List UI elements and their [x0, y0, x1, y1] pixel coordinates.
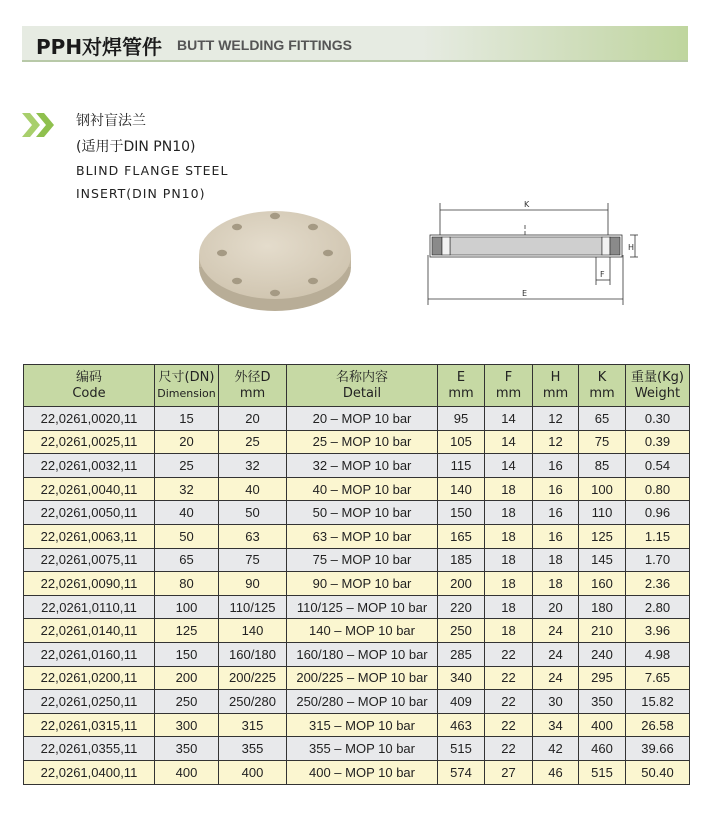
column-header — [287, 365, 438, 407]
column-header-unit: Code — [72, 385, 106, 401]
table-cell: 14 — [485, 454, 533, 478]
page-subtitle: BUTT WELDING FITTINGS — [177, 37, 352, 53]
table-cell: 0.54 — [626, 454, 690, 478]
table-row — [24, 760, 690, 784]
table-cell: 115 — [438, 454, 485, 478]
table-cell: 22,0261,0020,11 — [24, 407, 155, 431]
column-header-label: 外径D — [234, 369, 271, 385]
table-cell: 90 — [219, 572, 287, 596]
table-cell: 15.82 — [626, 690, 690, 714]
table-cell: 0.39 — [626, 430, 690, 454]
table-row — [24, 690, 690, 714]
table-cell: 315 – MOP 10 bar — [287, 713, 438, 737]
table-cell: 160/180 – MOP 10 bar — [287, 642, 438, 666]
table-cell: 340 — [438, 666, 485, 690]
table-cell: 20 – MOP 10 bar — [287, 407, 438, 431]
table-cell: 25 — [219, 430, 287, 454]
table-cell: 125 — [155, 619, 219, 643]
table-cell: 34 — [533, 713, 579, 737]
table-cell: 75 — [219, 548, 287, 572]
table-cell: 50 — [219, 501, 287, 525]
table-row — [24, 524, 690, 548]
table-cell: 574 — [438, 760, 485, 784]
table-cell: 200 — [438, 572, 485, 596]
table-cell: 65 — [579, 407, 626, 431]
table-cell: 100 — [579, 477, 626, 501]
table-cell: 140 — [219, 619, 287, 643]
table-cell: 18 — [485, 477, 533, 501]
column-header-label: E — [456, 369, 466, 385]
table-cell: 0.30 — [626, 407, 690, 431]
table-cell: 22,0261,0025,11 — [24, 430, 155, 454]
column-header — [219, 365, 287, 407]
column-header-unit: Dimension — [157, 386, 216, 400]
table-row — [24, 454, 690, 478]
table-header-row — [24, 365, 690, 407]
table-cell: 30 — [533, 690, 579, 714]
column-header — [24, 365, 155, 407]
table-cell: 250/280 — [219, 690, 287, 714]
table-cell: 210 — [579, 619, 626, 643]
table-cell: 0.80 — [626, 477, 690, 501]
label-k: K — [524, 200, 530, 209]
table-cell: 250/280 – MOP 10 bar — [287, 690, 438, 714]
table-row — [24, 407, 690, 431]
table-cell: 24 — [533, 619, 579, 643]
table-cell: 200/225 – MOP 10 bar — [287, 666, 438, 690]
table-cell: 65 — [155, 548, 219, 572]
column-header — [533, 365, 579, 407]
table-cell: 285 — [438, 642, 485, 666]
table-cell: 46 — [533, 760, 579, 784]
table-cell: 22,0261,0063,11 — [24, 524, 155, 548]
table-cell: 18 — [485, 501, 533, 525]
table-cell: 24 — [533, 666, 579, 690]
table-cell: 12 — [533, 407, 579, 431]
table-row — [24, 642, 690, 666]
column-header-unit: mm — [542, 385, 569, 401]
table-cell: 16 — [533, 477, 579, 501]
table-cell: 16 — [533, 454, 579, 478]
table-cell: 165 — [438, 524, 485, 548]
column-header-unit: mm — [448, 385, 474, 401]
table-cell: 250 — [155, 690, 219, 714]
table-cell: 125 — [579, 524, 626, 548]
page-title: PPH对焊管件 — [36, 35, 163, 59]
table-cell: 75 – MOP 10 bar — [287, 548, 438, 572]
technical-drawing — [418, 195, 638, 310]
table-cell: 75 — [579, 430, 626, 454]
table-cell: 40 — [219, 477, 287, 501]
table-cell: 22 — [485, 666, 533, 690]
table-cell: 22,0261,0200,11 — [24, 666, 155, 690]
table-cell: 355 — [219, 737, 287, 761]
table-cell: 400 — [579, 713, 626, 737]
table-cell: 32 — [219, 454, 287, 478]
table-cell: 2.36 — [626, 572, 690, 596]
label-h: H — [628, 243, 635, 252]
table-cell: 22,0261,0250,11 — [24, 690, 155, 714]
table-cell: 200/225 — [219, 666, 287, 690]
column-header-label: F — [504, 369, 513, 385]
table-cell: 25 – MOP 10 bar — [287, 430, 438, 454]
table-cell: 200 — [155, 666, 219, 690]
table-cell: 16 — [533, 524, 579, 548]
table-cell: 110/125 – MOP 10 bar — [287, 595, 438, 619]
column-header-label: 名称内容 — [335, 369, 388, 385]
label-e: E — [522, 289, 528, 298]
table-cell: 22,0261,0040,11 — [24, 477, 155, 501]
table-cell: 22,0261,0160,11 — [24, 642, 155, 666]
table-cell: 515 — [579, 760, 626, 784]
table-cell: 240 — [579, 642, 626, 666]
table-cell: 409 — [438, 690, 485, 714]
table-cell: 22,0261,0355,11 — [24, 737, 155, 761]
column-header — [438, 365, 485, 407]
table-cell: 63 — [219, 524, 287, 548]
header-banner — [22, 26, 688, 62]
table-cell: 400 — [155, 760, 219, 784]
table-cell: 50 – MOP 10 bar — [287, 501, 438, 525]
column-header-unit: mm — [495, 385, 522, 401]
table-cell: 185 — [438, 548, 485, 572]
table-cell: 42 — [533, 737, 579, 761]
table-cell: 160 — [579, 572, 626, 596]
double-chevron-icon — [20, 110, 60, 140]
table-cell: 7.65 — [626, 666, 690, 690]
table-cell: 22 — [485, 737, 533, 761]
table-cell: 22,0261,0075,11 — [24, 548, 155, 572]
table-cell: 400 – MOP 10 bar — [287, 760, 438, 784]
table-cell: 100 — [155, 595, 219, 619]
table-cell: 3.96 — [626, 619, 690, 643]
table-cell: 22 — [485, 713, 533, 737]
table-cell: 90 – MOP 10 bar — [287, 572, 438, 596]
table-cell: 22,0261,0090,11 — [24, 572, 155, 596]
column-header-label: 编码 — [75, 369, 102, 385]
table-cell: 22,0261,0050,11 — [24, 501, 155, 525]
table-cell: 515 — [438, 737, 485, 761]
label-f: F — [600, 270, 605, 279]
column-header-label: 重量(Kg) — [631, 369, 684, 385]
product-name-cn: 钢衬盲法兰 — [76, 113, 146, 129]
table-cell: 18 — [485, 595, 533, 619]
table-cell: 220 — [438, 595, 485, 619]
blind-flange-illustration — [195, 205, 355, 313]
table-cell: 15 — [155, 407, 219, 431]
table-row — [24, 595, 690, 619]
table-cell: 22,0261,0400,11 — [24, 760, 155, 784]
column-header-label: 尺寸(DN) — [158, 369, 215, 385]
table-cell: 105 — [438, 430, 485, 454]
table-cell: 180 — [579, 595, 626, 619]
table-cell: 85 — [579, 454, 626, 478]
table-cell: 4.98 — [626, 642, 690, 666]
table-cell: 350 — [579, 690, 626, 714]
table-cell: 22,0261,0110,11 — [24, 595, 155, 619]
table-cell: 110/125 — [219, 595, 287, 619]
table-cell: 22 — [485, 690, 533, 714]
table-cell: 18 — [485, 548, 533, 572]
table-cell: 145 — [579, 548, 626, 572]
table-cell: 50 — [155, 524, 219, 548]
table-cell: 39.66 — [626, 737, 690, 761]
table-cell: 22,0261,0140,11 — [24, 619, 155, 643]
table-cell: 110 — [579, 501, 626, 525]
table-cell: 40 – MOP 10 bar — [287, 477, 438, 501]
table-cell: 18 — [485, 572, 533, 596]
table-cell: 1.70 — [626, 548, 690, 572]
table-cell: 350 — [155, 737, 219, 761]
table-cell: 140 – MOP 10 bar — [287, 619, 438, 643]
table-cell: 14 — [485, 407, 533, 431]
product-name-en-line2: INSERT(DIN PN10) — [76, 186, 206, 201]
table-row — [24, 666, 690, 690]
table-cell: 22 — [485, 642, 533, 666]
column-header — [155, 365, 219, 407]
table-cell: 400 — [219, 760, 287, 784]
table-cell: 300 — [155, 713, 219, 737]
table-cell: 80 — [155, 572, 219, 596]
table-body — [24, 407, 690, 785]
table-cell: 26.58 — [626, 713, 690, 737]
table-cell: 250 — [438, 619, 485, 643]
table-cell: 1.15 — [626, 524, 690, 548]
table-cell: 150 — [155, 642, 219, 666]
table-cell: 24 — [533, 642, 579, 666]
table-cell: 2.80 — [626, 595, 690, 619]
table-cell: 32 — [155, 477, 219, 501]
table-cell: 22,0261,0032,11 — [24, 454, 155, 478]
table-row — [24, 477, 690, 501]
table-cell: 27 — [485, 760, 533, 784]
table-cell: 295 — [579, 666, 626, 690]
table-cell: 150 — [438, 501, 485, 525]
product-standard-cn: (适用于DIN PN10) — [76, 139, 196, 155]
table-cell: 20 — [533, 595, 579, 619]
table-row — [24, 430, 690, 454]
table-cell: 315 — [219, 713, 287, 737]
table-cell: 18 — [533, 572, 579, 596]
table-cell: 18 — [533, 548, 579, 572]
table-cell: 20 — [155, 430, 219, 454]
table-cell: 16 — [533, 501, 579, 525]
table-cell: 355 – MOP 10 bar — [287, 737, 438, 761]
spec-table — [23, 364, 690, 785]
product-name-en-line1: BLIND FLANGE STEEL — [76, 163, 229, 178]
table-cell: 20 — [219, 407, 287, 431]
column-header — [626, 365, 690, 407]
table-row — [24, 501, 690, 525]
table-cell: 460 — [579, 737, 626, 761]
column-header — [579, 365, 626, 407]
table-cell: 14 — [485, 430, 533, 454]
table-cell: 18 — [485, 524, 533, 548]
table-cell: 63 – MOP 10 bar — [287, 524, 438, 548]
table-row — [24, 572, 690, 596]
column-header-unit: Detail — [342, 385, 382, 401]
table-row — [24, 737, 690, 761]
column-header-label: H — [550, 369, 561, 385]
table-cell: 160/180 — [219, 642, 287, 666]
column-header-unit: Weight — [634, 385, 681, 401]
table-cell: 50.40 — [626, 760, 690, 784]
table-cell: 0.96 — [626, 501, 690, 525]
table-cell: 40 — [155, 501, 219, 525]
table-cell: 18 — [485, 619, 533, 643]
column-header — [485, 365, 533, 407]
column-header-label: K — [597, 369, 607, 385]
table-row — [24, 713, 690, 737]
table-row — [24, 548, 690, 572]
column-header-unit: mm — [239, 385, 266, 401]
table-cell: 32 – MOP 10 bar — [287, 454, 438, 478]
column-header-unit: mm — [589, 385, 615, 401]
table-cell: 463 — [438, 713, 485, 737]
table-cell: 22,0261,0315,11 — [24, 713, 155, 737]
table-cell: 25 — [155, 454, 219, 478]
table-cell: 140 — [438, 477, 485, 501]
table-cell: 95 — [438, 407, 485, 431]
table-row — [24, 619, 690, 643]
table-cell: 12 — [533, 430, 579, 454]
